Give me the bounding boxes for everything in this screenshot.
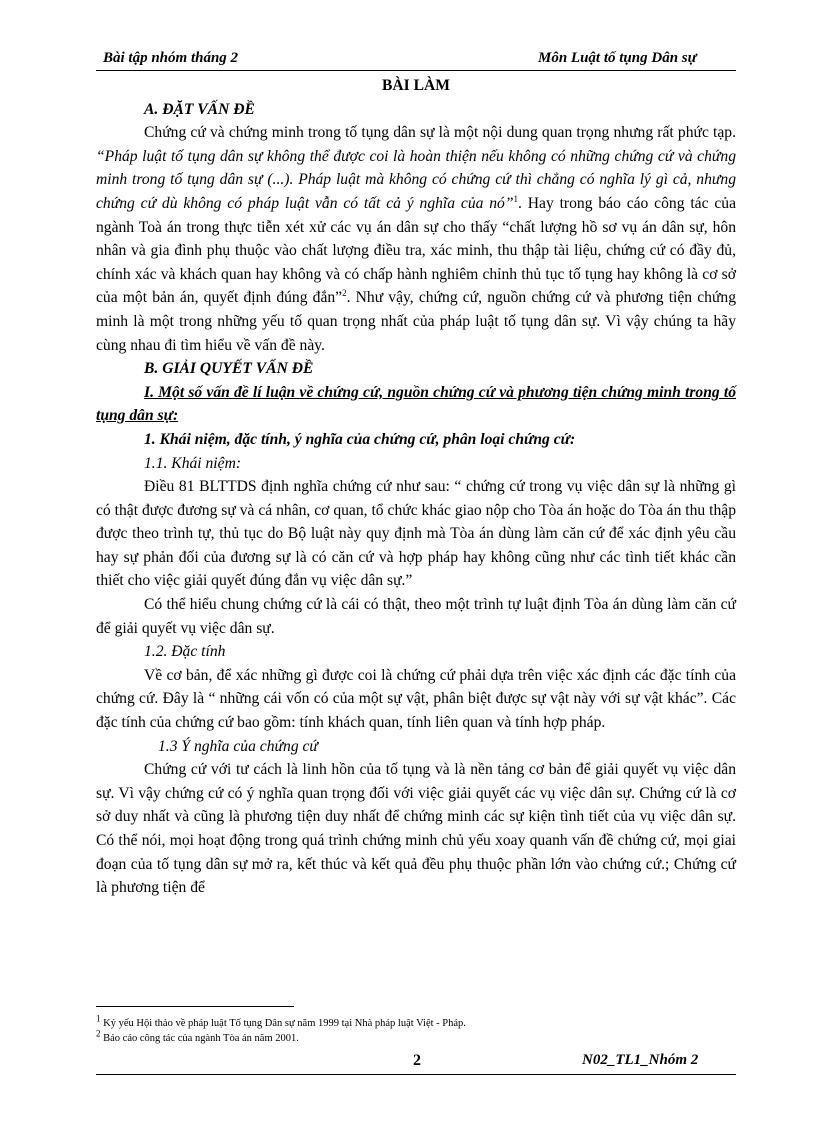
footnote-1-text: Kỷ yếu Hội thảo về pháp luật Tố tụng Dân sự năm 1999 tại Nhà pháp luật Việt - Pháp. — [103, 1018, 466, 1029]
intro-quote: “Pháp luật tố tụng dân sự không thể được coi là hoàn thiện nếu không có những chứng cứ và chứng minh trong tố tụng dân sự (...). Pháp luật mà không có chứng cứ thì chẳng có nghĩa lý gì cả, nhưng chứng cứ dù không có pháp luật vẫn có tất cả ý nghĩa của nó” — [96, 147, 736, 212]
footnote-2-number: 2 — [96, 1028, 101, 1039]
footnote-separator — [96, 1006, 294, 1007]
heading-section-a: A. ĐẶT VẤN ĐỀ — [144, 100, 255, 118]
footnote-1 — [96, 1013, 466, 1029]
footnote-1-number: 1 — [96, 1013, 101, 1024]
intro-text-1: Chứng cứ và chứng minh trong tố tụng dân sự là một nội dung quan trọng nhưng rất phức tạp. — [144, 124, 736, 142]
footnote-ref-1: 1 — [513, 193, 519, 204]
heading-section-1-1: 1.1. Khái niệm: — [144, 454, 242, 472]
heading-section-1: 1. Khái niệm, đặc tính, ý nghĩa của chứng cứ, phân loại chứng cứ: — [144, 430, 576, 448]
intro-text-2: . Hay trong báo cáo công tác của ngành Toà án trong thực tiễn xét xử các vụ án dân sự cho thấy “chất lượng hồ sơ vụ án dân sự, hôn nhân và gia đình phụ thuộc vào chất lượng điều tra, xác minh, thu thập tài liệu, chứng cứ có đầy đủ, chính xác và khách quan hay không và có chấp hành nghiêm chỉnh thủ tục tố tụng hay không là cơ sở của một bản án, quyết định đúng đắn” — [96, 194, 736, 307]
heading-section-i: I. Một số vấn đề lí luận về chứng cứ, nguồn chứng cứ và phương tiện chứng minh trong tố tụng dân sự: — [96, 383, 736, 425]
heading-section-1-2: 1.2. Đặc tính — [144, 643, 226, 661]
heading-section-b: B. GIẢI QUYẾT VẤN ĐỀ — [144, 360, 314, 378]
footnote-2 — [96, 1028, 299, 1044]
heading-section-1-3: 1.3 Ý nghĩa của chứng cứ — [158, 737, 318, 755]
paragraph-summary: Có thể hiểu chung chứng cứ là cái có thật, theo một trình tự luật định Tòa án dùng làm căn cứ để giải quyết vụ việc dân sự. — [96, 596, 736, 637]
footnote-2-text: Báo cáo công tác của ngành Tòa án năm 2001. — [103, 1033, 299, 1044]
page-title: BÀI LÀM — [381, 77, 450, 94]
header-right: Môn Luật tố tụng Dân sự — [538, 50, 697, 66]
page-number: 2 — [413, 1052, 421, 1069]
paragraph-intro — [96, 121, 736, 357]
intro-text-3: . Như vậy, chứng cứ, nguồn chứng cứ và phương tiện chứng minh là một trong những yếu tố quan trọng nhất của pháp luật tố tụng dân sự. Vì vậy chúng ta hãy cùng nhau đi tìm hiểu về vấn đề này. — [96, 289, 736, 354]
document-body — [96, 74, 736, 900]
paragraph-significance: Chứng cứ với tư cách là linh hồn của tố tụng và là nền tảng cơ bản để giải quyết vụ việc dân sự. Vì vậy chứng cứ có ý nghĩa quan trọng đối với việc giải quyết các vụ việc dân sự. Chứng cứ là cơ sở duy nhất và cũng là phương tiện duy nhất để chứng minh các sự kiện tình tiết của vụ việc dân sự. Có thể nói, mọi hoạt động trong quá trình chứng minh chủ yếu xoay quanh vấn đề chứng cứ, mọi giai đoạn của tố tụng dân sự mở ra, kết thúc và kết quả đều phụ thuộc phần lớn vào chứng cứ.; Chứng cứ là phương tiện để — [96, 761, 736, 897]
header-left: Bài tập nhóm tháng 2 — [103, 50, 239, 66]
paragraph-characteristics: Về cơ bản, để xác những gì được coi là chứng cứ phải dựa trên việc xác định các đặc tính của chứng cứ. Đây là “ những cái vốn có của một sự vật, phân biệt được sự vật này với sự vật khác”. Các đặc tính của chứng cứ bao gồm: tính khách quan, tính liên quan và tính hợp pháp. — [96, 666, 736, 732]
header-rule — [96, 70, 736, 71]
footnote-ref-2: 2 — [342, 288, 347, 299]
paragraph-definition: Điều 81 BLTTDS định nghĩa chứng cứ như sau: “ chứng cứ trong vụ việc dân sự là những gì có thật được đương sự và cá nhân, cơ quan, tổ chức khác giao nộp cho Tòa án hoặc do Tòa án thu thập được theo trình tự, thủ tục do Bộ luật này quy định mà Tòa án dùng làm căn cứ để xác định yêu cầu hay sự phản đối của đương sự là có căn cứ và hợp pháp hay không cũng như các tình tiết khác cần thiết cho việc giải quyết đúng đắn vụ việc dân sự.” — [96, 478, 736, 590]
footer-rule — [96, 1074, 736, 1075]
footer-right: N02_TL1_Nhóm 2 — [582, 1052, 699, 1068]
